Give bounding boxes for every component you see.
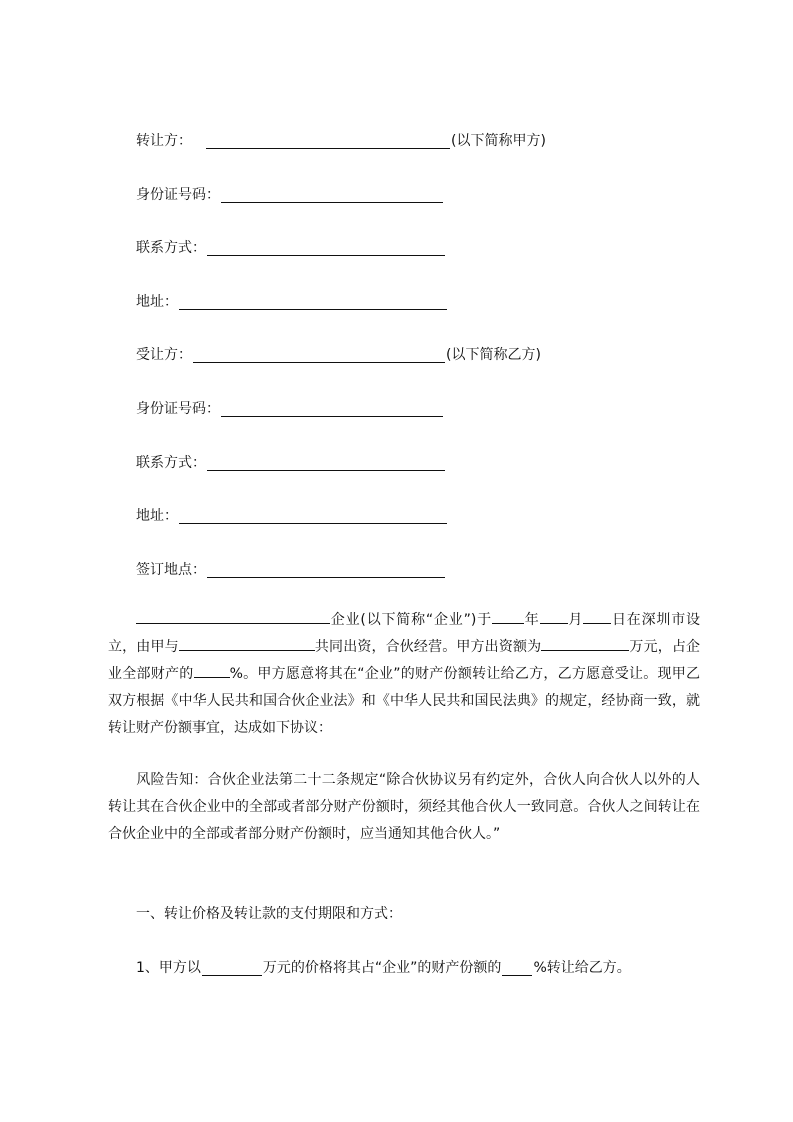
item-1-text-c: %转让给乙方。 xyxy=(533,960,631,976)
intro-text-7: %。甲方愿意将其在“企业”的财产份额转让给乙方，乙方愿意受让。现甲乙双方根据《中华人民共和国合伙企业法》和《中华人民共和国民法典》的规定，经协商一致，就转让财产份额事宜，达成如下协议： xyxy=(108,666,701,736)
transferee-id-blank[interactable] xyxy=(221,400,443,417)
transferor-contact-label: 联系方式： xyxy=(136,240,206,256)
transferor-address-label: 地址： xyxy=(136,294,178,310)
share-percent-blank[interactable] xyxy=(502,959,532,976)
intro-paragraph xyxy=(108,607,700,742)
transferor-id-label: 身份证号码： xyxy=(136,187,220,203)
transferee-id-line xyxy=(136,398,444,420)
intro-text-6: 万元，占企业全部财产的 xyxy=(108,639,701,682)
sign-place-label: 签订地点： xyxy=(136,562,206,578)
intro-text-5: 共同出资，合伙经营。甲方出资额为 xyxy=(314,639,542,655)
intro-text-2: 年 xyxy=(523,612,540,628)
transferee-contact-label: 联系方式： xyxy=(136,455,206,471)
transferee-contact-line xyxy=(136,452,446,474)
sign-place-blank[interactable] xyxy=(207,561,445,578)
enterprise-name-blank[interactable] xyxy=(136,609,330,624)
transferee-blank[interactable] xyxy=(193,346,445,363)
risk-notice-paragraph xyxy=(108,767,700,848)
month-blank[interactable] xyxy=(540,609,568,624)
intro-text-3: 月 xyxy=(567,612,584,628)
intro-text-4: 日在深圳市设立，由甲与 xyxy=(108,612,701,655)
transferor-contact-blank[interactable] xyxy=(207,239,445,256)
item-1-text-b: 万元的价格将其占“企业”的财产份额的 xyxy=(262,960,502,976)
transferee-id-label: 身份证号码： xyxy=(136,401,220,417)
transferee-suffix: (以下简称乙方) xyxy=(446,347,541,363)
transferor-label: 转让方： xyxy=(136,133,192,149)
co-investor-blank[interactable] xyxy=(179,636,315,651)
transferee-address-blank[interactable] xyxy=(179,507,447,524)
transferee-label: 受让方： xyxy=(136,347,192,363)
day-blank[interactable] xyxy=(583,609,611,624)
price-blank[interactable] xyxy=(202,959,262,976)
transferee-address-line xyxy=(136,505,448,527)
transferee-line xyxy=(136,344,541,366)
transferor-id-line xyxy=(136,184,444,206)
transferor-suffix: (以下简称甲方) xyxy=(451,133,546,149)
transferor-address-blank[interactable] xyxy=(179,293,447,310)
percent-blank[interactable] xyxy=(194,663,230,678)
section-1-item-1 xyxy=(136,957,631,979)
transferor-contact-line xyxy=(136,237,446,259)
transferee-address-label: 地址： xyxy=(136,508,178,524)
sign-place-line xyxy=(136,559,446,581)
transferor-blank[interactable] xyxy=(206,132,450,149)
section-1-title: 一、转让价格及转让款的支付期限和方式： xyxy=(136,906,402,922)
transferor-address-line xyxy=(136,291,448,313)
item-1-text-a: 1、甲方以 xyxy=(136,960,201,976)
capital-amount-blank[interactable] xyxy=(541,636,629,651)
year-blank[interactable] xyxy=(492,609,524,624)
risk-notice-text: 风险告知：合伙企业法第二十二条规定“除合伙协议另有约定外，合伙人向合伙人以外的人转让其在合伙企业中的全部或者部分财产份额时，须经其他合伙人一致同意。合伙人之间转让在合伙企业中的全部或者部分财产份额时，应当通知其他合伙人。” xyxy=(108,772,700,842)
transferee-contact-blank[interactable] xyxy=(207,454,445,471)
transferor-id-blank[interactable] xyxy=(221,186,443,203)
intro-text-1: 企业(以下简称“企业”)于 xyxy=(330,612,492,628)
transferor-line xyxy=(136,130,546,152)
